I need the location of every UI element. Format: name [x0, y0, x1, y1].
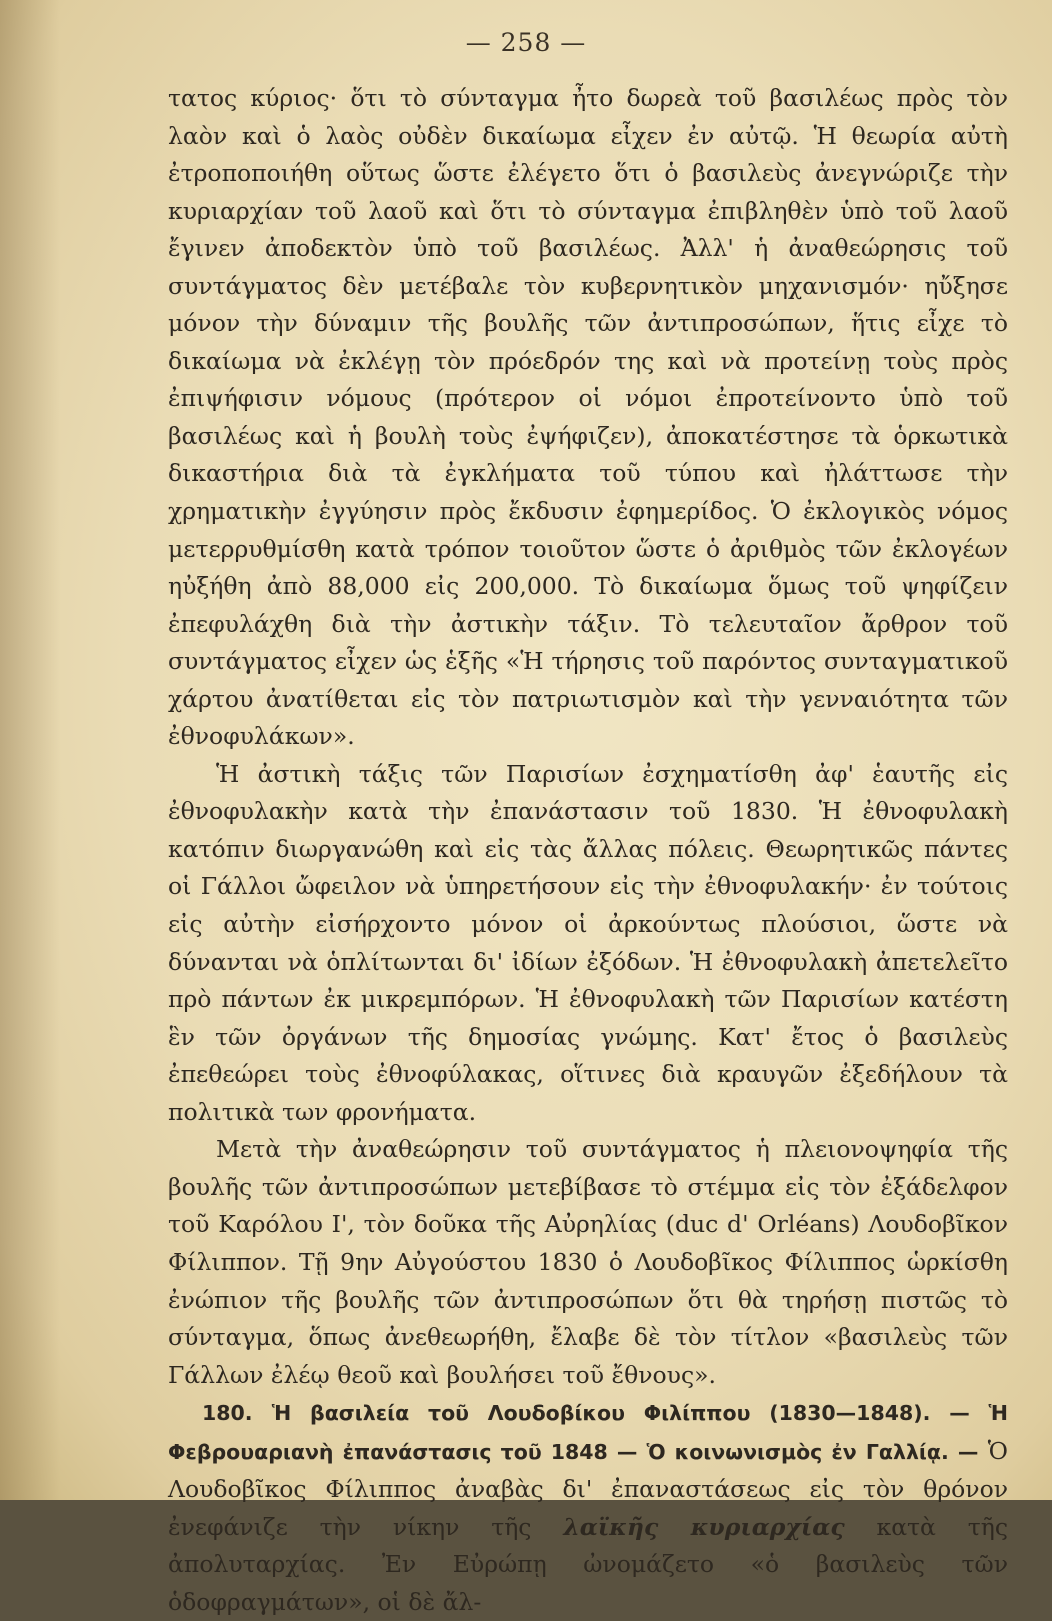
- page-number: — 258 —: [465, 28, 587, 57]
- section-number: 180.: [202, 1401, 253, 1426]
- body-text: [168, 80, 1008, 1621]
- section-body-end: κατὰ τῆς ἀπολυταρχίας. Ἐν Εὐρώπῃ ὠνομάζετο «ὁ βασιλεὺς τῶν ὁδοφραγμάτων», οἱ δὲ ἄλ-: [168, 1512, 1008, 1616]
- paragraph-constitution: τατος κύριος· ὅτι τὸ σύνταγμα ἦτο δωρεὰ τοῦ βασιλέως πρὸς τὸν λαὸν καὶ ὁ λαὸς οὐδὲν δικαίωμα εἶχεν ἐν αὐτῷ. Ἡ θεωρία αὐτὴ ἐτροποποιήθη οὕτως ὥστε ἐλέγετο ὅτι ὁ βασιλεὺς ἀνεγνώριζε τὴν κυριαρχίαν τοῦ λαοῦ καὶ ὅτι τὸ σύνταγμα ἐπιβληθὲν ὑπὸ τοῦ λαοῦ ἔγινεν ἀποδεκτὸν ὑπὸ τοῦ βασιλέως. Ἀλλ' ἡ ἀναθεώρησις τοῦ συντάγματος δὲν μετέβαλε τὸν κυβερνητικὸν μηχανισμόν· ηὔξησε μόνον τὴν δύναμιν τῆς βουλῆς τῶν ἀντιπροσώπων, ἥτις εἶχε τὸ δικαίωμα νὰ ἐκλέγῃ τὸν πρόεδρόν της καὶ νὰ προτείνῃ τοὺς πρὸς ἐπιψήφισιν νόμους (πρότερον οἱ νόμοι ἐπροτείνοντο ὑπὸ τοῦ βασιλέως καὶ ἡ βουλὴ τοὺς ἐψήφιζεν), ἀποκατέστησε τὰ ὁρκωτικὰ δικαστήρια διὰ τὰ ἐγκλήματα τοῦ τύπου καὶ ἠλάττωσε τὴν χρηματικὴν ἐγγύησιν πρὸς ἔκδυσιν ἐφημερίδος. Ὁ ἐκλογικὸς νόμος μετερρυθμίσθη κατὰ τρόπον τοιοῦτον ὥστε ὁ ἀριθμὸς τῶν ἐκλογέων ηὐξήθη ἀπὸ 88,000 εἰς 200,000. Τὸ δικαίωμα ὅμως τοῦ ψηφίζειν ἐπεφυλάχθη διὰ τὴν ἀστικὴν τάξιν. Τὸ τελευταῖον ἄρθρον τοῦ συντάγματος εἶχεν ὡς ἑξῆς «Ἡ τήρησις τοῦ παρόντος συνταγματικοῦ χάρτου ἀνατίθεται εἰς τὸν πατριωτισμὸν καὶ τὴν γενναιότητα τῶν ἐθνοφυλάκων».: [168, 84, 1008, 751]
- section-body-start: Ὁ Λουδοβῖκος Φίλιππος ἀναβὰς δι' ἐπαναστάσεως εἰς τὸν θρόνον ἐνεφάνιζε τὴν νίκην τῆς: [168, 1436, 1008, 1541]
- paragraph-national-guard: Ἡ ἀστικὴ τάξις τῶν Παρισίων ἐσχηματίσθη ἀφ' ἑαυτῆς εἰς ἐθνοφυλακὴν κατὰ τὴν ἐπανάστασιν τοῦ 1830. Ἡ ἐθνοφυλακὴ κατόπιν διωργανώθη καὶ εἰς τὰς ἄλλας πόλεις. Θεωρητικῶς πάντες οἱ Γάλλοι ὤφειλον νὰ ὑπηρετήσουν εἰς τὴν ἐθνοφυλακήν· ἐν τούτοις εἰς αὐτὴν εἰσήρχοντο μόνον οἱ ἀρκούντως πλούσιοι, ὥστε νὰ δύνανται νὰ ὁπλίτωνται δι' ἰδίων ἐξόδων. Ἡ ἐθνοφυλακὴ ἀπετελεῖτο πρὸ πάντων ἐκ μικρεμπόρων. Ἡ ἐθνοφυλακὴ τῶν Παρισίων κατέστη ἓν τῶν ὀργάνων τῆς δημοσίας γνώμης. Κατ' ἔτος ὁ βασιλεὺς ἐπεθεώρει τοὺς ἐθνοφύλακας, οἵτινες διὰ κραυγῶν ἐξεδήλουν τὰ πολιτικὰ των φρονήματα.: [168, 759, 1008, 1126]
- section-180: [168, 1394, 1008, 1621]
- section-heading: Ἡ βασιλεία τοῦ Λουδοβίκου Φιλίππου (1830—1848). — Ἡ Φεβρουαριανὴ ἐπανάστασις τοῦ 1848 — Ὁ κοινωνισμὸς ἐν Γαλλίᾳ. —: [168, 1401, 1008, 1464]
- section-emphasis: λαϊκῆς κυριαρχίας: [563, 1512, 845, 1541]
- paragraph-louis-philippe: Μετὰ τὴν ἀναθεώρησιν τοῦ συντάγματος ἡ πλειονοψηφία τῆς βουλῆς τῶν ἀντιπροσώπων μετεβίβασε τὸ στέμμα εἰς τὸν ἐξάδελφον τοῦ Καρόλου Ι', τὸν δοῦκα τῆς Αὐρηλίας (duc d' Orléans) Λουδοβῖκον Φίλιππον. Τῇ 9ην Αὐγούστου 1830 ὁ Λουδοβῖκος Φίλιππος ὡρκίσθη ἐνώπιον τῆς βουλῆς τῶν ἀντιπροσώπων ὅτι θὰ τηρήσῃ πιστῶς τὸ σύνταγμα, ὅπως ἀνεθεωρήθη, ἔλαβε δὲ τὸν τίτλον «βασιλεὺς τῶν Γάλλων ἐλέῳ θεοῦ καὶ βουλήσει τοῦ ἔθνους».: [168, 1135, 1008, 1389]
